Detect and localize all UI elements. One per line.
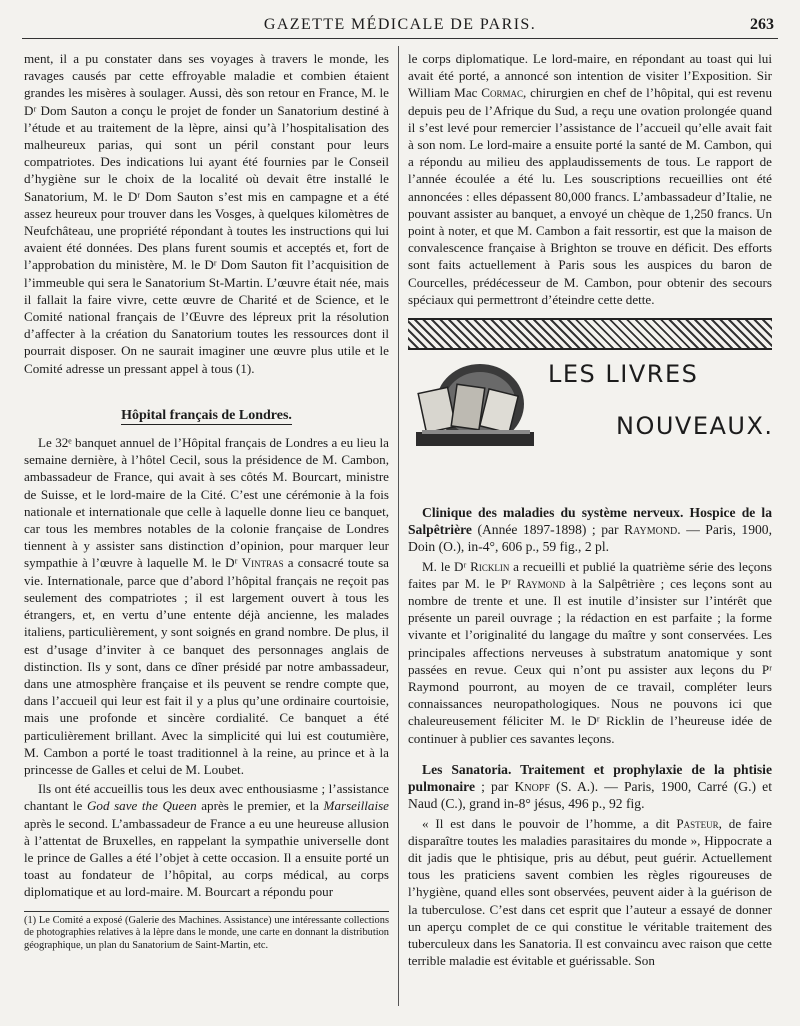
text: à la Salpêtrière ; ces leçons sont au nombre de trente et une. Il est inutile d’insister sur l’intérêt que présente un pareil ouvrage ; la rédaction en est parfaite ; la forme vivante et l’originalité du langage du maître y sont conservées. Les principales affections nerveuses à substratum anatomique y sont passées en revue. Ceux qui n’ont pu assister aux leçons du Pʳ Raymond pourront, au moyen de ce travail, compléter leurs connaissances neuropathologiques. Nous ne pouvons ici que chaleureusement féliciter M. le Dʳ Ricklin de l’heureuse idée de continuer à publier ces savantes leçons.	[408, 575, 772, 746]
book-entry-2	[408, 761, 772, 813]
text: après le premier, et la	[196, 798, 324, 814]
book-title: Clinique des maladies du système nerveux. Hospice de la Salpêtrière	[408, 505, 772, 538]
book-title: Les Sanatoria. Traitement et prophylaxie de la phtisie pulmonaire	[408, 761, 772, 795]
books-banner	[408, 358, 772, 498]
person-name: Raymond	[516, 575, 566, 591]
book-author: Knopf	[514, 779, 550, 795]
text: après le second. L’ambassadeur de France a eu une heureuse allusion à l’attentat de Bruxelles, en rappelant la sympathie universelle dont le prince de Galles a été l’objet à cette occasion. Il a ensuite porté un toast au fondateur de l’hôpital, au corps médical, au corps diplomatique et au lord-maire. M. Bourcart a répondu pour	[24, 815, 389, 900]
text: a recueilli et publié la quatrième série des leçons faites par M. le Pʳ	[408, 558, 772, 591]
person-name: Ricklin	[470, 558, 510, 574]
person-name: Pasteur	[676, 815, 719, 831]
right-column	[408, 50, 772, 971]
text: Le 32ᵉ banquet annuel de l’Hôpital français de Londres a eu lieu la semaine dernière, à l’hôtel Cecil, sous la présidence de M. Cambon, ambassadeur de France, qui avait à ses côtés M. Bourcart, ministre de Suisse, et le lord-maire de la Cité. C’est une cérémonie à la fois nationale et internationale que celle à laquelle donne lieu ce banquet, car tous les membres notables de la colonie française de Londres tiennent à y assister sans distinction d’opinion, pour marquer leur sympathie à l’œuvre à laquelle M. le Dʳ	[24, 435, 389, 571]
left-column	[24, 50, 389, 953]
section-title-text: Hôpital français de Londres.	[121, 407, 292, 423]
page-header	[22, 14, 778, 39]
anthem-title: God save the Queen	[86, 798, 197, 814]
book-meta: ; par	[474, 779, 515, 795]
paragraph-banquet	[24, 434, 389, 778]
text: Ils ont été accueillis tous les deux avec enthousiasme ; l’assistance chantant le	[24, 781, 389, 814]
book-meta: . — Paris, 1900, Doin (O.), in-4°, 606 p., 59 fig., 2 pl.	[408, 522, 772, 555]
book-meta: (S. A.). — Paris, 1900, Carré (G.) et Naud (C.), grand in-8° jésus, 496 p., 92 fig.	[408, 779, 772, 812]
page-number: 263	[750, 16, 774, 33]
text: le corps diplomatique. Le lord-maire, en répondant au toast qui lui avait été porté, a annoncé son intention de visiter l’Exposition. Sir William Mac	[408, 51, 772, 101]
column-divider	[398, 46, 399, 1006]
text: « Il est dans le pouvoir de l’homme, a dit	[422, 815, 677, 831]
anthem-title: Marseillaise	[323, 798, 389, 814]
text: , chirurgien en chef de l’hôpital, qui est revenu depuis peu de l’Afrique du Sud, a reçu une ovation prolongée quand il s’est levé pour remercier l’assistance de l’accueil qu’elle avait fait à son nom. Le lord-maire a ensuite porté la santé de M. Cambon, qui a répondu au milieu des applaudissements de tous. Le rapport de l’année écoulée a été lu. Les souscriptions recueillies ont été annoncées : elles dépassent 80,000 francs. L’ambassadeur d’Italie, ne pouvant assister au banquet, a envoyé un chèque de 1,250 francs. Un point à noter, et que M. Cambon a fait ressortir, est que la maison de convalescence française à Brighton se trouve en déficit. Des efforts sont faits actuellement à Paris sous les auspices du baron de Courcelles, prédécesseur de M. Cambon, pour obtenir des secours spéciaux qui permettront d’éteindre cette dette.	[408, 85, 772, 307]
person-name: Vintras	[241, 555, 284, 571]
journal-title: GAZETTE MÉDICALE DE PARIS.	[263, 16, 537, 33]
paragraph-continuation	[408, 50, 772, 308]
books-illustration-icon	[412, 360, 542, 452]
paragraph-sanatorium: ment, il a pu constater dans ses voyages à travers le monde, les ravages causés par cette effroyable maladie et combien étaient grandes les misères à soulager. Aussi, dès son retour en France, M. le Dʳ Dom Sauton a conçu le projet de fonder un Sanatorium destiné à l’étude et au traitement de la lèpre, ainsi qu’à l’hospitalisation des malheureux parias, qui sont un péril constant pour leurs compatriotes. Des indications lui ayant été fournies par le Conseil d’hygiène sur le choix de la localité où devait être installé le Sanatorium, M. le Dʳ Dom Sauton s’est mis en campagne et a été assez heureux pour trouver dans les Vosges, à quelques kilomètres de Neufchâteau, une propriété répondant à toutes les instructions qui lui avaient été données. Des plans furent soumis et acceptés et, fort de l’approbation du ministère, M. le Dʳ Dom Sauton fit l’acquisition de l’immeuble qui sera le Sanatorium St-Martin. L’œuvre était née, mais il fallait la faire vivre, cette œuvre de Charité et de Science, et le Comité national français de l’Œuvre des lépreux prit la résolution d’affecter à la création du Sanatorium toutes les ressources dont il pourrait disposer. On ne saurait imaginer une œuvre plus utile et le Comité adresse un pressant appel à tous (1).	[24, 51, 389, 376]
footnote: (1) Le Comité a exposé (Galerie des Machines. Assistance) une intéressante collections de photographies relatives à la lèpre dans le monde, une carte en donnant la distribution géographique, un plan du Sanatorium de Saint-Martin, etc.	[24, 911, 389, 953]
book-entry-1	[408, 504, 772, 556]
text: a consacré toute sa vie. Internationale, parce que d’abord l’hôpital français ne reçoit pas seulement des compatriotes ; il est largement ouvert à tous les étrangers, et, en vertu d’une entente déjà ancienne, les malades italiens, particulièrement, y sont soignés en grand nombre. De plus, il est d’usage d’inviter à ce banquet des personnages anglais de distinction. Ils y sont, dans ce dîner présidé par notre ambassadeur, dans une atmosphère française et ils peuvent se rendre compte que, dans l’accueil qui leur est fait il y a plus qu’une ordinaire courtoisie, mais une profonde et sincère cordialité. Ce banquet a été particulièrement brillant. Avec la simplicité qui lui est coutumière, M. Cambon a porté le toast traditionnel à la reine, au prince et à la princesse de Galles et celui de M. Loubet.	[24, 555, 389, 777]
ornamental-border	[408, 318, 772, 350]
book-meta: (Année 1897-1898) ; par	[471, 522, 625, 538]
review-2	[408, 815, 772, 970]
text: M. le Dʳ	[422, 558, 471, 574]
review-1	[408, 558, 772, 747]
text: , de faire disparaître toutes les maladies parasitaires du monde », Hippocrate a dit jadis que le phtisique, pris au début, peut guérir. Actuellement tous les praticiens savent combien les règles rigoureuses de l’hygiène, quand elles sont observées, peuvent aider à la guérison de la tuberculose. C’est dans cet esprit que l’auteur a essayé de donner un aperçu complet de ce qui constitue le véritable traitement des tuberculeux dans les Sanatoria. Il est convaincu avec raison que cette terrible maladie est évitable et guérissable. Son	[408, 815, 772, 969]
person-name: Cormac	[481, 85, 523, 101]
paragraph-toasts	[24, 780, 389, 900]
banner-line-1: LES LIVRES	[548, 360, 699, 389]
section-title	[24, 407, 389, 424]
book-author: Raymond	[624, 522, 678, 538]
banner-line-2: NOUVEAUX.	[616, 412, 774, 441]
